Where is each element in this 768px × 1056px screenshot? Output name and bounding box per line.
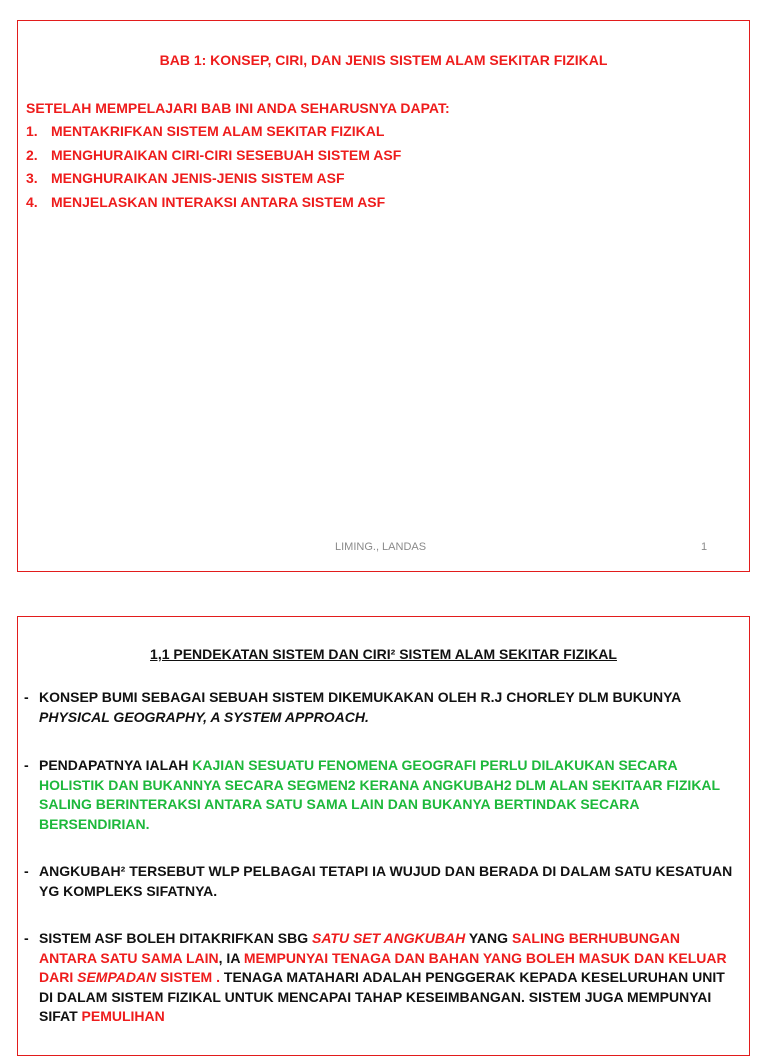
- bullet-concept: - KONSEP BUMI SEBAGAI SEBUAH SISTEM DIKEMUKAKAN OLEH R.J CHORLEY DLM BUKUNYA PHYSICAL GEOGRAPHY, A SYSTEM APPROACH.: [24, 689, 681, 725]
- section-title: 1,1 PENDEKATAN SISTEM DAN CIRI² SISTEM ALAM SEKITAR FIZIKAL: [150, 646, 617, 662]
- objective-item: 4. MENJELASKAN INTERAKSI ANTARA SISTEM ASF: [26, 193, 386, 210]
- objective-item: 3. MENGHURAIKAN JENIS-JENIS SISTEM ASF: [26, 170, 345, 186]
- objective-item: 2. MENGHURAIKAN CIRI-CIRI SESEBUAH SISTEM ASF: [26, 146, 402, 163]
- bullet-variables: - ANGKUBAH² TERSEBUT WLP PELBAGAI TETAPI IA WUJUD DAN BERADA DI DALAM SATU KESATUAN YG KOMPLEKS SIFATNYA.: [24, 863, 733, 899]
- slide-1: [17, 20, 750, 572]
- page-number: 1: [701, 541, 708, 553]
- chapter-title: BAB 1: KONSEP, CIRI, DAN JENIS SISTEM ALAM SEKITAR FIZIKAL: [159, 52, 608, 68]
- objectives-intro: SETELAH MEMPELAJARI BAB INI ANDA SEHARUSNYA DAPAT:: [26, 100, 450, 116]
- slide-footer: LIMING., LANDAS: [335, 541, 427, 553]
- bullet-opinion: - PENDAPATNYA IALAH KAJIAN SESUATU FENOMENA GEOGRAFI PERLU DILAKUKAN SECARA HOLISTIK DAN BUKANNYA SECARA SEGMEN2 KERANA ANGKUBAH2 DLM ALAN SEKITAAR FIZIKAL SALING BERINTERAKSI ANTARA SATU SAMA LAIN DAN BUKANYA BERTINDAK SECARA BERSENDIRIAN.: [24, 757, 720, 832]
- objective-item: 1. MENTAKRIFKAN SISTEM ALAM SEKITAR FIZIKAL: [26, 123, 385, 139]
- slide-2: [17, 616, 750, 1056]
- bullet-definition: - SISTEM ASF BOLEH DITAKRIFKAN SBG SATU SET ANGKUBAH YANG SALING BERHUBUNGAN ANTARA SATU SAMA LAIN, IA MEMPUNYAI TENAGA DAN BAHAN YANG BOLEH MASUK DAN KELUAR DARI SEMPADAN SISTEM . TENAGA MATAHARI ADALAH PENGGERAK KEPADA KESELURUHAN UNIT DI DALAM SISTEM FIZIKAL UNTUK MENCAPAI TAHAP KESEIMBANGAN. SISTEM JUGA MEMPUNYAI SIFAT PEMULIHAN: [24, 930, 727, 1024]
- objectives-list: [26, 123, 401, 217]
